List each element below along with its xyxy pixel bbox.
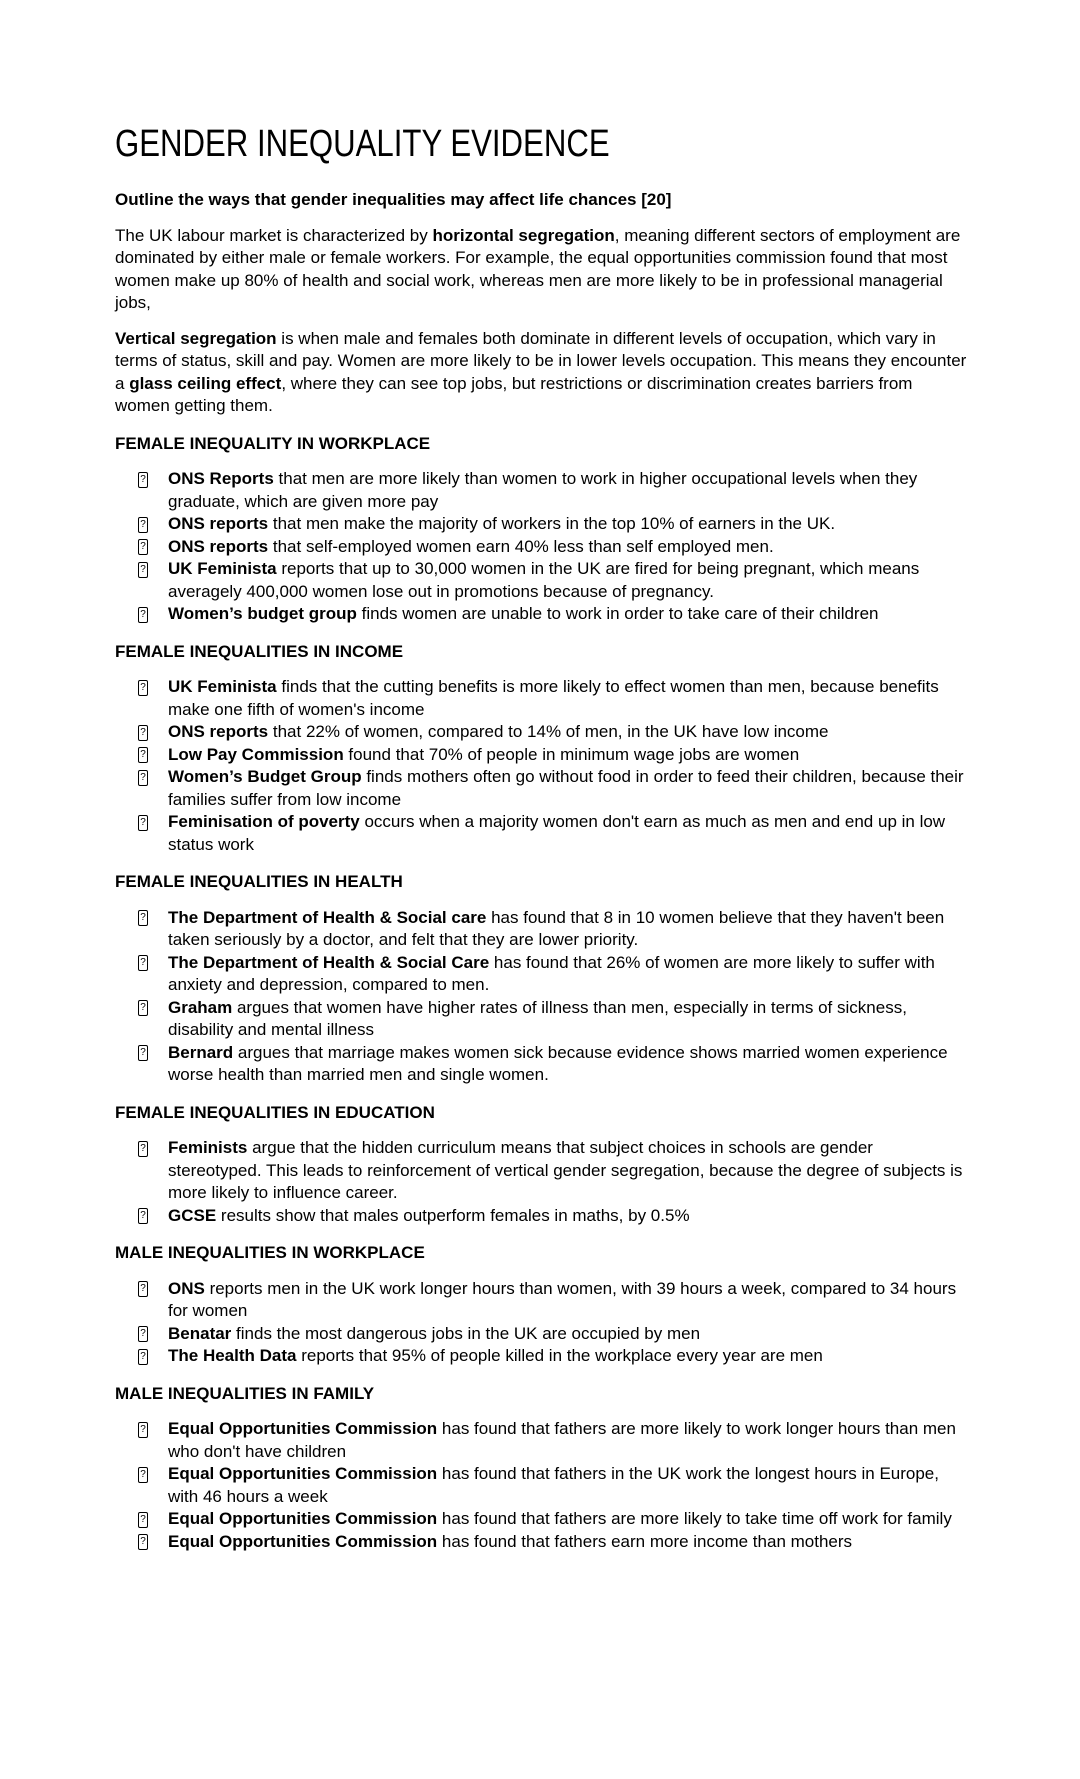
bullet-item xyxy=(115,1042,967,1087)
bullet-item xyxy=(115,676,967,721)
bullet-source: Women’s Budget Group xyxy=(168,767,362,786)
missing-glyph-bullet-icon: ? xyxy=(138,1326,148,1342)
bullet-text: has found that fathers in the UK work the longest hours in Europe, with 46 hours a week xyxy=(168,1464,939,1506)
missing-glyph-bullet-icon: ? xyxy=(138,770,148,786)
missing-glyph-bullet-icon: ? xyxy=(138,607,148,623)
bullet-text: that men make the majority of workers in the top 10% of earners in the UK. xyxy=(268,514,836,533)
bullet-source: ONS reports xyxy=(168,514,269,533)
bullet-list xyxy=(115,468,967,626)
essay-question: Outline the ways that gender inequalities may affect life chances [20] xyxy=(115,190,672,209)
section-heading: FEMALE INEQUALITIES IN HEALTH xyxy=(115,872,403,891)
bullet-item xyxy=(115,1278,967,1323)
bullet-text: finds that the cutting benefits is more likely to effect women than men, because benefits make one fifth of women's income xyxy=(168,677,939,719)
bullet-text: argues that marriage makes women sick because evidence shows married women experience worse health than married men and single women. xyxy=(168,1042,948,1084)
bullet-text: results show that males outperform females in maths, by 0.5% xyxy=(216,1205,690,1225)
bullet-item xyxy=(115,1323,967,1346)
bullet-source: ONS xyxy=(168,1278,205,1298)
missing-glyph-bullet-icon: ? xyxy=(138,1512,148,1528)
bullet-source: Equal Opportunities Commission xyxy=(168,1509,438,1528)
bullet-item xyxy=(115,603,967,626)
missing-glyph-bullet-icon: ? xyxy=(138,1208,148,1224)
bullet-source: The Health Data xyxy=(168,1346,297,1365)
bullet-source: Feminisation of poverty xyxy=(168,812,360,831)
evidence-sections xyxy=(115,433,967,1554)
missing-glyph-bullet-icon: ? xyxy=(138,1422,148,1438)
intro-paragraph xyxy=(115,225,967,315)
bullet-source: UK Feminista xyxy=(168,677,277,696)
bullet-item xyxy=(115,468,967,513)
missing-glyph-bullet-icon: ? xyxy=(138,680,148,696)
missing-glyph-bullet-icon: ? xyxy=(138,472,148,488)
bullet-list xyxy=(115,1137,967,1227)
section-heading: FEMALE INEQUALITY IN WORKPLACE xyxy=(115,433,431,453)
bullet-item xyxy=(115,1418,967,1463)
bullet-text: has found that 26% of women are more likely to suffer with anxiety and depression, compared to men. xyxy=(168,952,935,994)
bold-term: Vertical segregation xyxy=(115,328,277,348)
bullet-item xyxy=(115,513,967,536)
bullet-item xyxy=(115,952,967,997)
section-heading: MALE INEQUALITIES IN FAMILY xyxy=(115,1383,375,1403)
bullet-source: ONS reports xyxy=(168,722,269,741)
bullet-item xyxy=(115,997,967,1042)
bullet-item xyxy=(115,907,967,952)
bullet-text: argue that the hidden curriculum means that subject choices in schools are gender stereotyped. This leads to reinforcement of vertical gender segregation, because the degree of subjects is more likely to influence career. xyxy=(168,1138,963,1202)
paragraph-text: The UK labour market is characterized by xyxy=(115,225,433,245)
missing-glyph-bullet-icon: ? xyxy=(138,539,148,555)
bullet-list xyxy=(115,1278,967,1368)
paragraph-text: , meaning different sectors of employment are dominated by either male or female workers. For example, the equal opportunities commission found that most women make up 80% of health and social work, whereas men are more likely to be in professional managerial jobs, xyxy=(115,225,961,312)
bold-term: glass ceiling effect xyxy=(129,373,282,393)
missing-glyph-bullet-icon: ? xyxy=(138,1141,148,1157)
intro-paragraph xyxy=(115,328,967,418)
bullet-item xyxy=(115,811,967,856)
missing-glyph-bullet-icon: ? xyxy=(138,747,148,763)
bullet-source: Graham xyxy=(168,997,233,1017)
bullet-source: The Department of Health & Social care xyxy=(168,907,487,927)
bullet-source: Equal Opportunities Commission xyxy=(168,1419,438,1438)
bullet-text: finds mothers often go without food in order to feed their children, because their families suffer from low income xyxy=(168,767,964,809)
bullet-list xyxy=(115,1418,967,1553)
bullet-source: ONS reports xyxy=(168,536,269,556)
bullet-text: has found that 8 in 10 women believe that they haven't been taken seriously by a doctor, and felt that they are lower priority. xyxy=(168,907,945,949)
bullet-source: Equal Opportunities Commission xyxy=(168,1531,438,1551)
bullet-source: Bernard xyxy=(168,1042,234,1062)
bullet-item xyxy=(115,536,967,559)
section-heading: FEMALE INEQUALITIES IN INCOME xyxy=(115,641,404,661)
document-title: GENDER INEQUALITY EVIDENCE xyxy=(115,123,610,165)
bullet-source: GCSE xyxy=(168,1205,217,1225)
bullet-source: UK Feminista xyxy=(168,559,277,578)
bullet-source: Women’s budget group xyxy=(168,604,357,623)
bullet-item xyxy=(115,766,967,811)
bullet-item xyxy=(115,558,967,603)
bullet-source: Low Pay Commission xyxy=(168,744,344,764)
missing-glyph-bullet-icon: ? xyxy=(138,562,148,578)
missing-glyph-bullet-icon: ? xyxy=(138,815,148,831)
bullet-item xyxy=(115,744,967,767)
bullet-text: has found that fathers earn more income than mothers xyxy=(437,1531,853,1551)
bullet-text: finds women are unable to work in order to take care of their children xyxy=(356,604,879,623)
bullet-item xyxy=(115,1531,967,1554)
bullet-list xyxy=(115,676,967,856)
bullet-item xyxy=(115,1345,967,1368)
bullet-item xyxy=(115,1463,967,1508)
bullet-item xyxy=(115,1205,967,1228)
missing-glyph-bullet-icon: ? xyxy=(138,1349,148,1365)
bullet-text: that 22% of women, compared to 14% of men, in the UK have low income xyxy=(268,722,829,741)
missing-glyph-bullet-icon: ? xyxy=(138,1534,148,1550)
missing-glyph-bullet-icon: ? xyxy=(138,517,148,533)
missing-glyph-bullet-icon: ? xyxy=(138,1045,148,1061)
bullet-list xyxy=(115,907,967,1087)
paragraph-text: is when male and females both dominate in different levels of occupation, which vary in terms of status, skill and pay. Women are more likely to be in lower levels occupation. This means they encounter a xyxy=(115,328,967,393)
missing-glyph-bullet-icon: ? xyxy=(138,1467,148,1483)
paragraph-text: , where they can see top jobs, but restrictions or discrimination creates barriers from women getting them. xyxy=(115,373,913,415)
bullet-text: has found that fathers are more likely to take time off work for family xyxy=(437,1509,952,1528)
bullet-item xyxy=(115,721,967,744)
bullet-text: that men are more likely than women to work in higher occupational levels when they graduate, which are given more pay xyxy=(168,469,918,511)
bullet-text: reports men in the UK work longer hours than women, with 39 hours a week, compared to 34 hours for women xyxy=(168,1278,957,1320)
bullet-text: finds the most dangerous jobs in the UK are occupied by men xyxy=(231,1323,701,1343)
missing-glyph-bullet-icon: ? xyxy=(138,1281,148,1297)
bullet-source: Equal Opportunities Commission xyxy=(168,1464,438,1483)
missing-glyph-bullet-icon: ? xyxy=(138,725,148,741)
section-heading: FEMALE INEQUALITIES IN EDUCATION xyxy=(115,1102,435,1122)
missing-glyph-bullet-icon: ? xyxy=(138,910,148,926)
bullet-source: Benatar xyxy=(168,1323,232,1343)
bullet-item xyxy=(115,1137,967,1205)
bullet-text: has found that fathers are more likely to work longer hours than men who don't have children xyxy=(168,1419,956,1461)
missing-glyph-bullet-icon: ? xyxy=(138,1000,148,1016)
bullet-text: reports that up to 30,000 women in the UK are fired for being pregnant, which means averagely 400,000 women lose out in promotions because of pregnancy. xyxy=(168,559,920,601)
bold-term: horizontal segregation xyxy=(432,225,615,245)
intro-paragraphs xyxy=(115,225,967,418)
bullet-source: The Department of Health & Social Care xyxy=(168,952,490,972)
bullet-text: argues that women have higher rates of illness than men, especially in terms of sickness, disability and mental illness xyxy=(168,997,907,1039)
bullet-source: Feminists xyxy=(168,1138,248,1157)
bullet-source: ONS Reports xyxy=(168,469,274,488)
bullet-text: occurs when a majority women don't earn as much as men and end up in low status work xyxy=(168,812,946,854)
missing-glyph-bullet-icon: ? xyxy=(138,955,148,971)
bullet-text: found that 70% of people in minimum wage jobs are women xyxy=(343,744,800,764)
section-heading: MALE INEQUALITIES IN WORKPLACE xyxy=(115,1243,425,1262)
bullet-text: that self-employed women earn 40% less than self employed men. xyxy=(268,536,774,556)
bullet-text: reports that 95% of people killed in the workplace every year are men xyxy=(296,1346,823,1365)
bullet-item xyxy=(115,1508,967,1531)
